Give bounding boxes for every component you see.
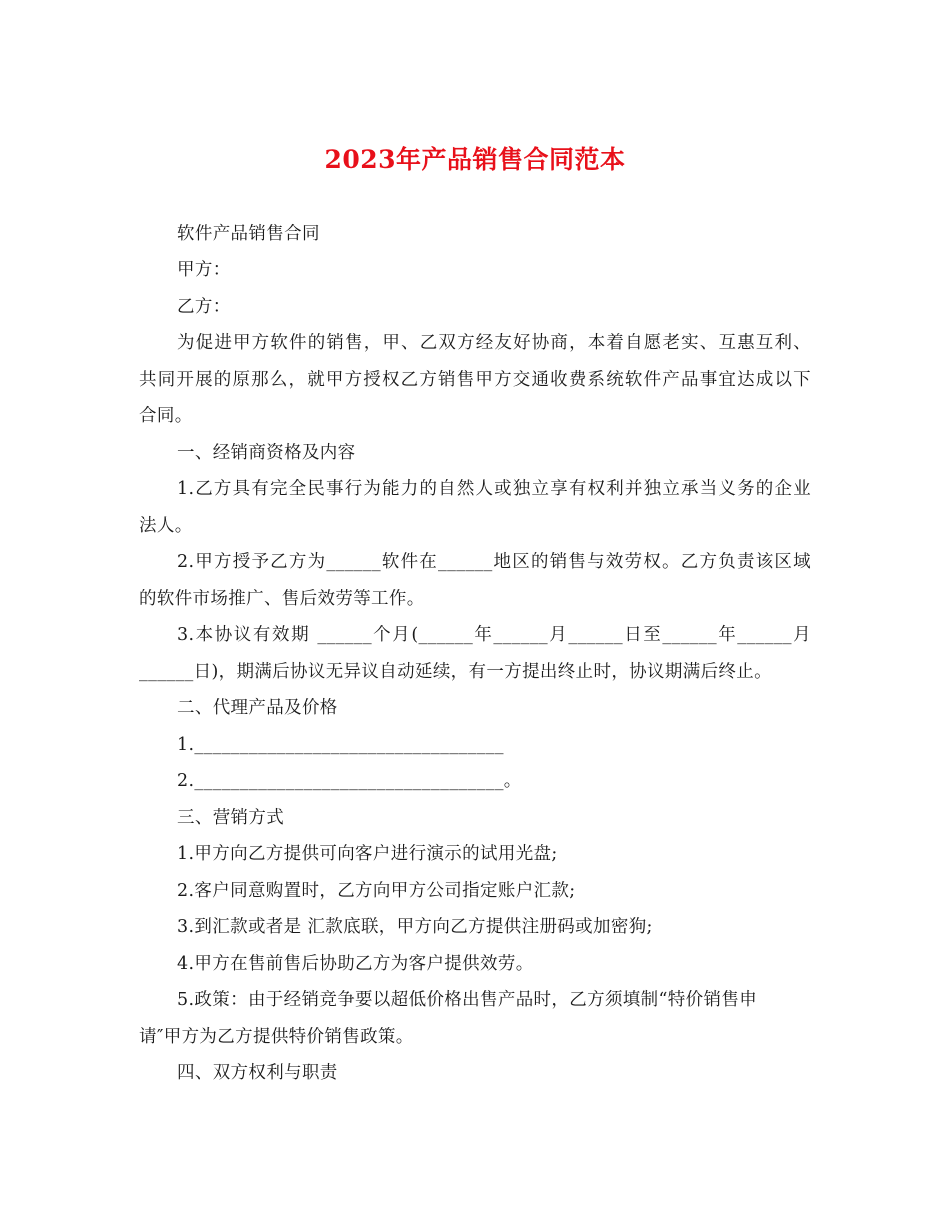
- product-line-1: 1.__________________________________: [177, 735, 504, 755]
- paragraph-line: 2.甲方授予乙方为______软件在______地区的销售与效劳权。乙方负责该区域: [177, 552, 811, 572]
- contract-name: 软件产品销售合同: [177, 224, 320, 244]
- paragraph-line: 为促进甲方软件的销售，甲、乙双方经友好协商，本着自愿老实、互惠互利、: [177, 333, 811, 353]
- list-item: 2.客户同意购置时，乙方向甲方公司指定账户汇款;: [177, 881, 576, 901]
- paragraph-line: 共同开展的原那么，就甲方授权乙方销售甲方交通收费系统软件产品事宜达成以下: [139, 370, 811, 390]
- paragraph-line: 请″甲方为乙方提供特价销售政策。: [139, 1027, 414, 1047]
- paragraph-line: 法人。: [139, 516, 193, 536]
- paragraph-line: ______日)，期满后协议无异议自动延续，有一方提出终止时，协议期满后终止。: [139, 662, 772, 682]
- section-heading: 三、营销方式: [177, 808, 285, 828]
- section-heading: 二、代理产品及价格: [177, 698, 338, 718]
- paragraph-line: 3.本协议有效期 ______个月(______年______月______日至______年______月: [177, 625, 811, 645]
- section-heading: 四、双方权利与职责: [177, 1063, 338, 1083]
- section-heading: 一、经销商资格及内容: [177, 443, 356, 463]
- party-a-label: 甲方：: [177, 260, 231, 280]
- party-b-label: 乙方：: [177, 297, 231, 317]
- paragraph-line: 1.乙方具有完全民事行为能力的自然人或独立享有权利并独立承当义务的企业: [177, 479, 811, 499]
- list-item: 1.甲方向乙方提供可向客户进行演示的试用光盘;: [177, 844, 558, 864]
- list-item: 4.甲方在售前售后协助乙方为客户提供效劳。: [177, 954, 534, 974]
- product-line-2: 2.__________________________________。: [177, 771, 522, 791]
- paragraph-line: 合同。: [139, 406, 193, 426]
- paragraph-line: 的软件市场推广、售后效劳等工作。: [139, 589, 425, 609]
- list-item: 3.到汇款或者是 汇款底联，甲方向乙方提供注册码或加密狗;: [177, 917, 653, 937]
- document-title: 2023年产品销售合同范本: [324, 145, 626, 174]
- list-item: 5.政策：由于经销竞争要以超低价格出售产品时，乙方须填制“特价销售申: [177, 990, 758, 1010]
